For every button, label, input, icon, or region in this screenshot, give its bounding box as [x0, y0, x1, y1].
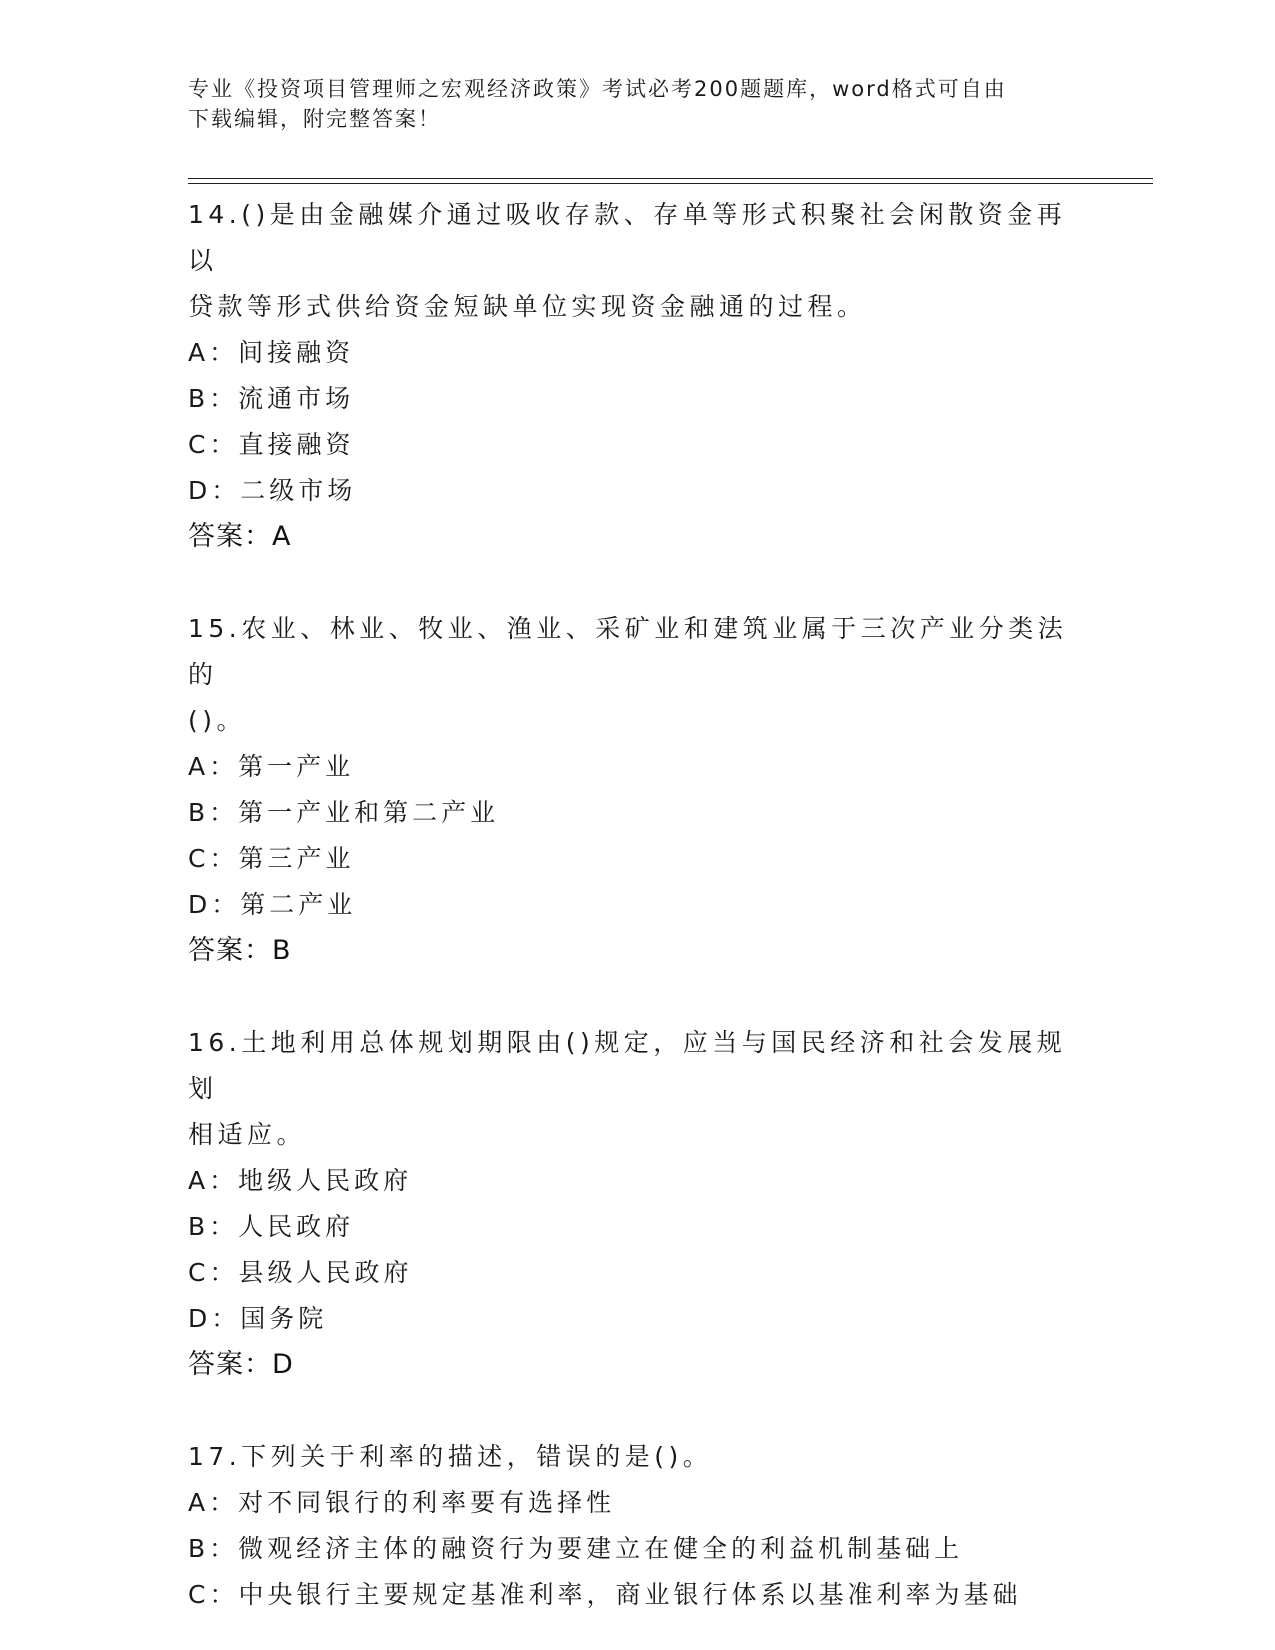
question-15: [188, 606, 1088, 974]
question-text-line-2: 贷款等形式供给资金短缺单位实现资金融通的过程。: [188, 292, 867, 321]
question-spacer: [188, 560, 1088, 606]
answer: 答案：B: [188, 935, 292, 966]
question-spacer: [188, 1388, 1088, 1434]
option-a: A：地级人民政府: [188, 1166, 413, 1195]
answer: 答案：D: [188, 1349, 294, 1380]
header-line-2: 下载编辑，附完整答案！: [188, 107, 441, 131]
option-c: C：直接融资: [188, 430, 355, 459]
question-text-line-2: ()。: [188, 706, 247, 735]
option-a: A：第一产业: [188, 752, 355, 781]
option-c: C：县级人民政府: [188, 1258, 413, 1287]
header-divider-bottom: [188, 183, 1153, 184]
question-text-line-1: 14.()是由金融媒介通过吸收存款、存单等形式积聚社会闲散资金再以: [188, 200, 1067, 275]
option-a: A：对不同银行的利率要有选择性: [188, 1488, 616, 1517]
option-d: D：二级市场: [188, 476, 357, 505]
header-divider-top: [188, 178, 1153, 179]
option-b: B：流通市场: [188, 384, 355, 413]
question-text-line-1: 16.土地利用总体规划期限由()规定，应当与国民经济和社会发展规划: [188, 1028, 1067, 1103]
option-d: D：第二产业: [188, 890, 357, 919]
question-list: [188, 192, 1088, 1618]
option-a: A：间接融资: [188, 338, 355, 367]
question-17: [188, 1434, 1088, 1618]
question-16: [188, 1020, 1088, 1388]
header-line-1: 专业《投资项目管理师之宏观经济政策》考试必考200题题库，word格式可自由: [188, 77, 1007, 101]
option-d: D：国务院: [188, 1304, 328, 1333]
option-b: B：微观经济主体的融资行为要建立在健全的利益机制基础上: [188, 1534, 964, 1563]
option-c: C：中央银行主要规定基准利率，商业银行体系以基准利率为基础: [188, 1580, 1022, 1609]
question-text-line-2: 相适应。: [188, 1120, 307, 1149]
option-b: B：人民政府: [188, 1212, 355, 1241]
question-text-line-1: 15.农业、林业、牧业、渔业、采矿业和建筑业属于三次产业分类法的: [188, 614, 1068, 689]
document-header: [188, 74, 1088, 134]
question-spacer: [188, 974, 1088, 1020]
question-text-line-1: 17.下列关于利率的描述，错误的是()。: [188, 1442, 713, 1471]
option-b: B：第一产业和第二产业: [188, 798, 500, 827]
question-14: [188, 192, 1088, 560]
option-c: C：第三产业: [188, 844, 355, 873]
answer: 答案：A: [188, 521, 292, 552]
